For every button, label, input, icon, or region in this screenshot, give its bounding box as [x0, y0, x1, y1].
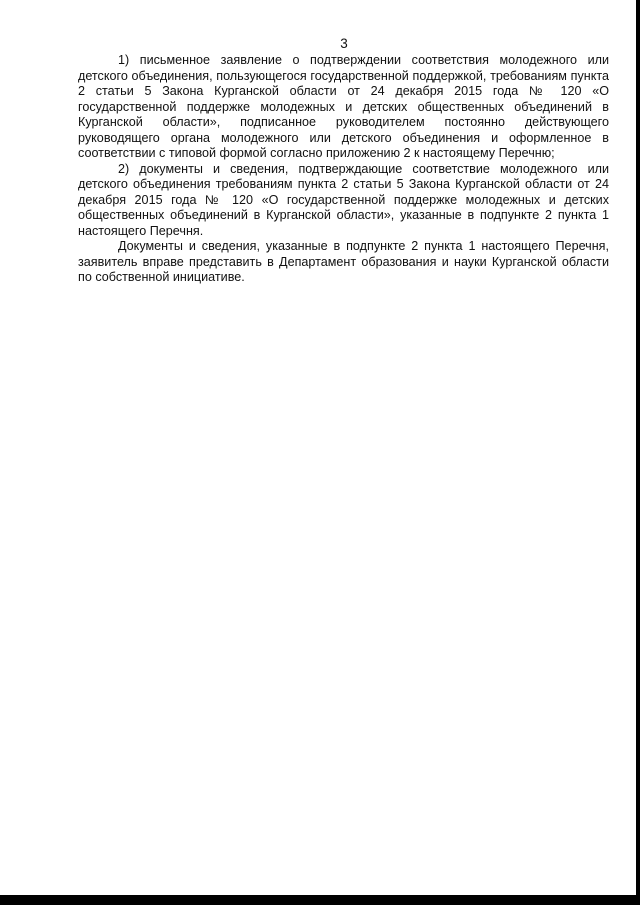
scan-border-right: [636, 0, 640, 905]
document-body: [78, 53, 609, 286]
page-number: 3: [340, 36, 348, 51]
paragraph-documents-note: Документы и сведения, указанные в подпункте 2 пункта 1 настоящего Перечня, заявитель вправе представить в Департамент образования и науки Курганской области по собственной инициативе.: [78, 239, 609, 284]
paragraph-item-2: 2) документы и сведения, подтверждающие соответствие молодежного или детского объединения требованиям пункта 2 статьи 5 Закона Курганской области от 24 декабря 2015 года № 120 «О государственной поддержке молодежных и детских общественных объединений в Курганской области», указанные в подпункте 2 пункта 1 настоящего Перечня.: [78, 161, 609, 238]
paragraph-item-1: 1) письменное заявление о подтверждении соответствия молодежного или детского объединения, пользующегося государственной поддержкой, требованиям пункта 2 статьи 5 Закона Курганской области от 24 декабря 2015 года № 120 «О государственной поддержке молодежных и детских общественных объединений в Курганской области», подписанное руководителем постоянно действующего руководящего органа молодежного или детского объединения и оформленное в соответствии с типовой формой согласно приложению 2 к настоящему Перечню;: [78, 53, 609, 160]
scan-border-bottom: [0, 895, 640, 905]
